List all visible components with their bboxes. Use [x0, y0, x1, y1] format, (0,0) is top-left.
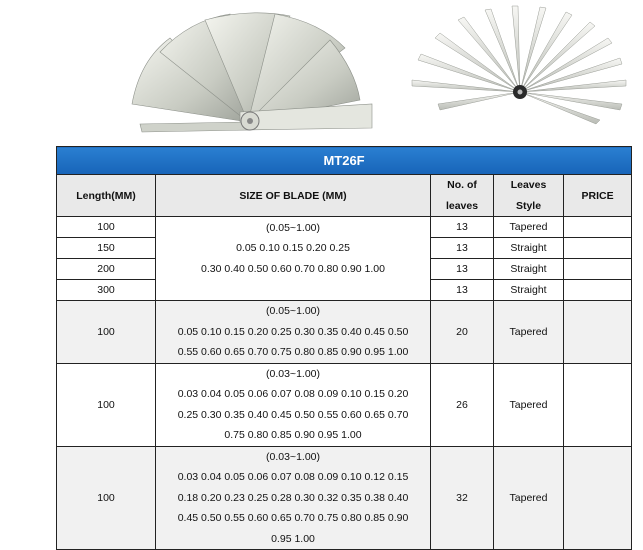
cell-length: 300 — [57, 280, 156, 301]
header-price: PRICE — [564, 175, 632, 217]
header-leaves: No. of leaves — [431, 175, 494, 217]
cell-price — [564, 446, 632, 550]
table-row — [57, 217, 632, 238]
cell-leaves: 13 — [431, 259, 494, 280]
cell-leaves: 13 — [431, 238, 494, 259]
cell-size: (0.05~1.00) 0.05 0.10 0.15 0.20 0.25 0.30 0.40 0.50 0.60 0.70 0.80 0.90 1.00 — [156, 217, 431, 301]
table-row — [57, 446, 632, 550]
product-photos — [0, 0, 643, 145]
header-length: Length(MM) — [57, 175, 156, 217]
cell-style: Tapered — [494, 217, 564, 238]
table-row — [57, 363, 632, 446]
cell-length: 100 — [57, 363, 156, 446]
cell-style: Tapered — [494, 363, 564, 446]
header-size: SIZE OF BLADE (MM) — [156, 175, 431, 217]
cell-style: Straight — [494, 259, 564, 280]
cell-size: (0.03~1.00) 0.03 0.04 0.05 0.06 0.07 0.08 0.09 0.10 0.12 0.15 0.18 0.20 0.23 0.25 0.28 0.30 0.32 0.35 0.38 0.40 0.45 0.50 0.55 0.60 0.65 0.70 0.75 0.80 0.85 0.90 0.95 1.00 — [156, 446, 431, 550]
cell-style: Straight — [494, 280, 564, 301]
cell-length: 100 — [57, 446, 156, 550]
feeler-gauge-fan-photo-left — [132, 13, 372, 132]
cell-length: 100 — [57, 217, 156, 238]
cell-length: 200 — [57, 259, 156, 280]
cell-size: (0.05~1.00) 0.05 0.10 0.15 0.20 0.25 0.30 0.35 0.40 0.45 0.50 0.55 0.60 0.65 0.70 0.75 0.80 0.85 0.90 0.95 1.00 — [156, 301, 431, 364]
cell-length: 150 — [57, 238, 156, 259]
cell-style: Tapered — [494, 301, 564, 364]
cell-length: 100 — [57, 301, 156, 364]
cell-price — [564, 238, 632, 259]
feeler-gauge-fan-photo-right — [412, 6, 626, 124]
cell-price — [564, 217, 632, 238]
cell-style: Straight — [494, 238, 564, 259]
spec-table — [56, 146, 632, 550]
cell-price — [564, 363, 632, 446]
cell-price — [564, 280, 632, 301]
header-style: Leaves Style — [494, 175, 564, 217]
table-row — [57, 301, 632, 364]
cell-leaves: 13 — [431, 280, 494, 301]
cell-leaves: 20 — [431, 301, 494, 364]
cell-price — [564, 301, 632, 364]
cell-size: (0.03~1.00) 0.03 0.04 0.05 0.06 0.07 0.08 0.09 0.10 0.15 0.20 0.25 0.30 0.35 0.40 0.45 0.50 0.55 0.60 0.65 0.70 0.75 0.80 0.85 0.90 0.95 1.00 — [156, 363, 431, 446]
cell-price — [564, 259, 632, 280]
table-title: MT26F — [57, 147, 632, 175]
header-row — [57, 175, 632, 217]
cell-leaves: 26 — [431, 363, 494, 446]
cell-style: Tapered — [494, 446, 564, 550]
cell-leaves: 13 — [431, 217, 494, 238]
cell-leaves: 32 — [431, 446, 494, 550]
